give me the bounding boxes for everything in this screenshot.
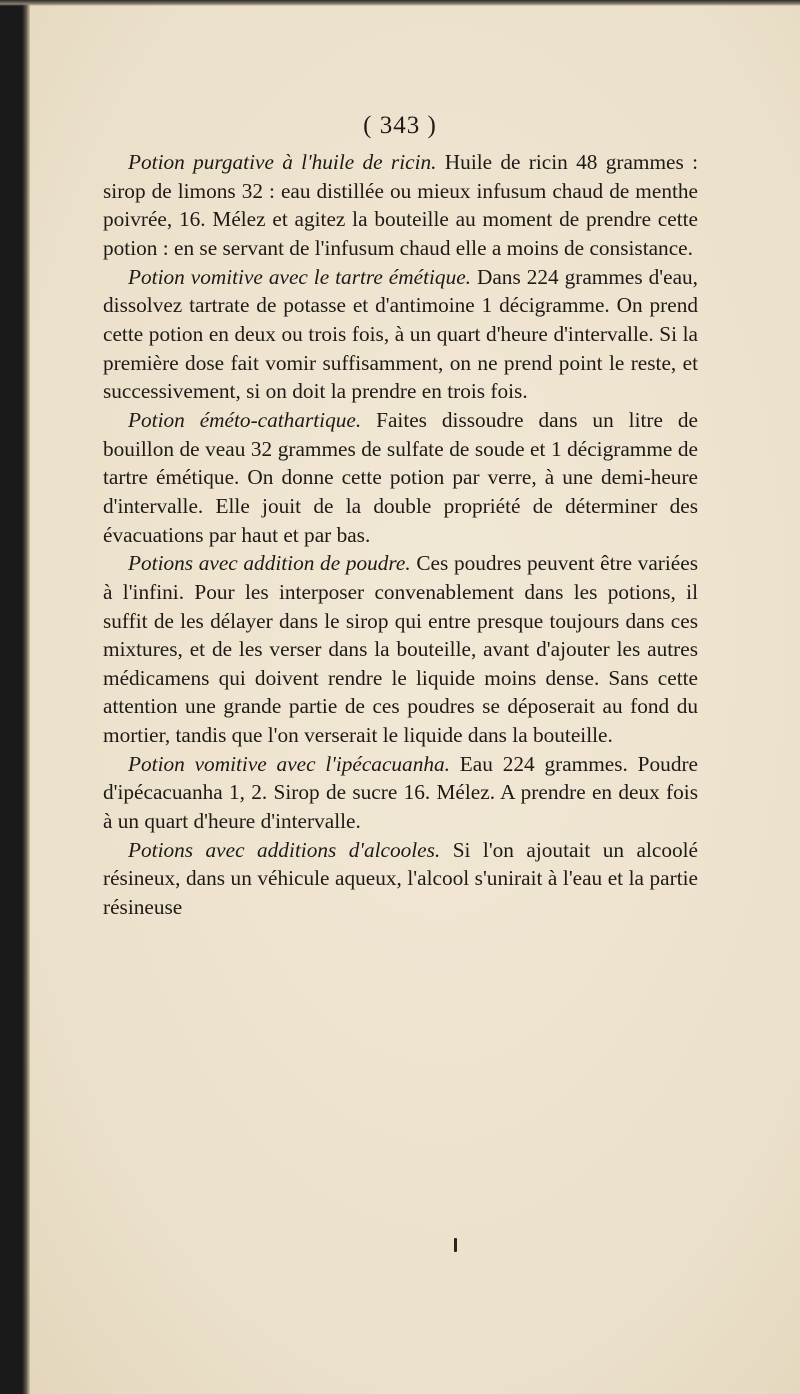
- printer-mark: [454, 1238, 457, 1252]
- binding-edge: [0, 0, 30, 1394]
- paragraph-body: Eau 224 grammes. Poudre d'ipécacuanha 1, 2. Sirop de sucre 16. Mélez. A prendre en deux fois à un quart d'heure d'intervalle.: [103, 751, 699, 834]
- paragraph-potions-alcooles: [103, 836, 698, 922]
- paragraph-potion-emeto-cathartique: [103, 406, 698, 549]
- paragraph-title: Potion purgative à l'huile de ricin.: [128, 150, 437, 174]
- paragraph-body: Dans 224 grammes d'eau, dissolvez tartrate de potasse et d'antimoine 1 décigramme. On prend cette potion en deux ou trois fois, à un quart d'heure d'intervalle. Si la première dose fait vomir suffisamment, on ne prend point le reste, et successivement, si on doit la prendre en trois fois.: [103, 264, 698, 404]
- paragraph-title: Potion éméto-cathartique.: [128, 407, 362, 432]
- paragraph-body: Ces poudres peuvent être variées à l'infini. Pour les interposer convenablement dans les potions, il suffit de les délayer dans le sirop qui entre presque toujours dans ces mixtures, et de les verser dans la bouteille, avant d'ajouter les autres médicamens qui doivent rendre le liquide moins dense. Sans cette attention une grande partie de ces poudres se déposerait au fond du mortier, tandis que l'on verserait le liquide dans la bouteille.: [103, 551, 698, 748]
- paragraph-potion-ipecacuanha: [103, 750, 698, 836]
- paragraph-body: Faites dissoudre dans un litre de bouillon de veau 32 grammes de sulfate de soude et 1 décigramme de tartre émétique. On donne cette potion par verre, à une demi-heure d'intervalle. Elle jouit de la double propriété de déterminer des évacuations par haut et par bas.: [103, 407, 698, 547]
- text-block: [103, 148, 698, 922]
- paragraph-body: Si l'on ajoutait un alcoolé résineux, dans un véhicule aqueux, l'alcool s'unirait à l'eau et la partie résineuse: [103, 837, 698, 920]
- paragraph-title: Potions avec additions d'alcooles.: [128, 837, 441, 862]
- paragraph-potion-purgative: [103, 148, 698, 263]
- paragraph-title: Potion vomitive avec le tartre émétique.: [128, 264, 472, 289]
- paragraph-potion-vomitive-tartre: [103, 263, 698, 406]
- paragraph-title: Potions avec addition de poudre.: [128, 551, 411, 576]
- page-number: ( 343 ): [363, 112, 437, 139]
- page-top-edge: [0, 0, 800, 6]
- paragraph-body: Huile de ricin 48 grammes : sirop de limons 32 : eau distillée ou mieux infusum chaud de menthe poivrée, 16. Mélez et agitez la bouteille au moment de prendre cette potion : en se servant de l'infusum chaud elle a moins de consistance.: [103, 150, 699, 260]
- paragraph-title: Potion vomitive avec l'ipécacuanha.: [128, 751, 450, 776]
- paragraph-potions-poudre: [103, 549, 698, 750]
